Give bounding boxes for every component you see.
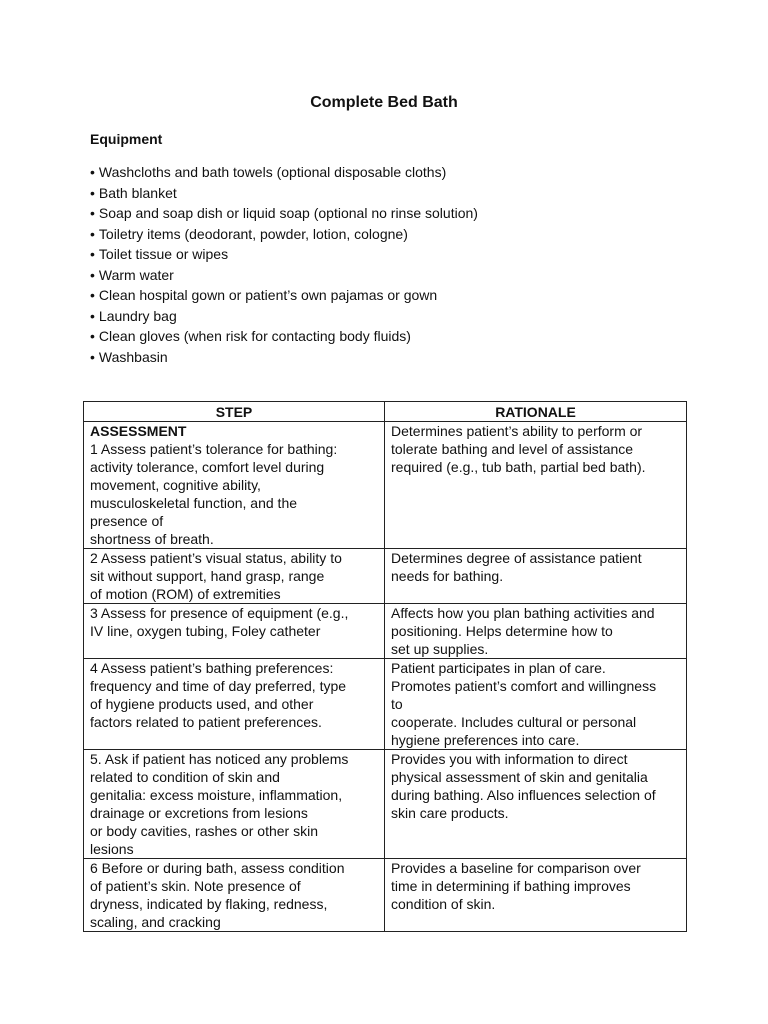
list-item [90, 285, 478, 306]
list-item [90, 265, 478, 286]
table-header-row [84, 402, 687, 422]
list-item-text: Warm water [98, 266, 174, 283]
table-row [84, 422, 687, 549]
bullet-icon: • [90, 164, 95, 180]
step-cell: 6 Before or during bath, assess condition of patient’s skin. Note presence of dryness, indicated by flaking, redness, scaling, and cracking [84, 859, 385, 932]
bullet-icon: • [90, 307, 95, 324]
equipment-list [90, 162, 478, 367]
list-item [90, 347, 478, 368]
table-row [84, 659, 687, 750]
list-item-text: Soap and soap dish or liquid soap (optional no rinse solution) [98, 205, 478, 221]
section-label: ASSESSMENT [90, 423, 187, 439]
rationale-cell: Patient participates in plan of care. Promotes patient’s comfort and willingness to cooperate. Includes cultural or personal hygiene preferences into care. [385, 659, 687, 750]
list-item [90, 224, 478, 245]
list-item-text: Laundry bag [98, 307, 177, 324]
list-item-text: Clean gloves (when risk for contacting body fluids) [98, 328, 411, 344]
bullet-icon: • [90, 184, 95, 201]
bullet-icon: • [90, 348, 95, 365]
step-cell: 2 Assess patient’s visual status, ability to sit without support, hand grasp, range of motion (ROM) of extremities [84, 549, 385, 604]
bullet-icon: • [90, 266, 95, 283]
table-row [84, 549, 687, 604]
table-row [84, 750, 687, 859]
column-header-step: STEP [84, 402, 385, 422]
bullet-icon: • [90, 328, 95, 344]
table-row [84, 604, 687, 659]
equipment-heading: Equipment [90, 131, 163, 147]
list-item [90, 306, 478, 327]
bullet-icon: • [90, 287, 95, 303]
step-text: 1 Assess patient’s tolerance for bathing: activity tolerance, comfort level during movement, cognitive ability, musculoskeletal function, and the presence of shortness of breath. [90, 441, 338, 547]
list-item-text: Toiletry items (deodorant, powder, lotion, cologne) [98, 225, 408, 242]
list-item [90, 183, 478, 204]
table-row [84, 859, 687, 932]
page-title: Complete Bed Bath [310, 94, 458, 111]
list-item [90, 244, 478, 265]
rationale-cell: Affects how you plan bathing activities and positioning. Helps determine how to set up supplies. [385, 604, 687, 659]
list-item [90, 162, 478, 183]
bullet-icon: • [90, 225, 95, 242]
list-item-text: Clean hospital gown or patient’s own pajamas or gown [98, 287, 438, 303]
list-item-text: Washcloths and bath towels (optional disposable cloths) [98, 164, 447, 180]
step-cell: 5. Ask if patient has noticed any problems related to condition of skin and genitalia: excess moisture, inflammation, drainage or excretions from lesions or body cavities, rashes or other skin lesions [84, 750, 385, 859]
list-item [90, 203, 478, 224]
list-item [90, 326, 478, 347]
steps-table [83, 401, 687, 932]
step-cell [84, 422, 385, 549]
column-header-rationale: RATIONALE [385, 402, 687, 422]
list-item-text: Washbasin [98, 348, 168, 365]
bullet-icon: • [90, 246, 95, 262]
rationale-cell: Provides you with information to direct physical assessment of skin and genitalia during bathing. Also influences selection of skin care products. [385, 750, 687, 859]
rationale-cell: Determines patient’s ability to perform or tolerate bathing and level of assistance required (e.g., tub bath, partial bed bath). [385, 422, 687, 549]
bullet-icon: • [90, 205, 95, 221]
list-item-text: Toilet tissue or wipes [98, 246, 229, 262]
rationale-cell: Determines degree of assistance patient needs for bathing. [385, 549, 687, 604]
list-item-text: Bath blanket [98, 184, 177, 201]
step-cell: 4 Assess patient’s bathing preferences: frequency and time of day preferred, type of hygiene products used, and other factors related to patient preferences. [84, 659, 385, 750]
step-cell: 3 Assess for presence of equipment (e.g., IV line, oxygen tubing, Foley catheter [84, 604, 385, 659]
rationale-cell: Provides a baseline for comparison over time in determining if bathing improves condition of skin. [385, 859, 687, 932]
